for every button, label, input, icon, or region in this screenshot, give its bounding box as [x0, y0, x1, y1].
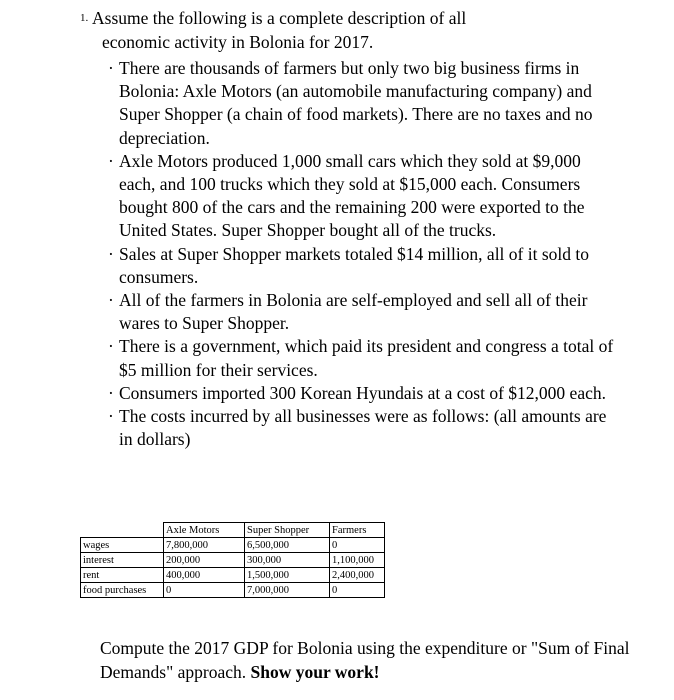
list-item-text: Consumers imported 300 Korean Hyundais at a cost of $12,000 each. — [119, 382, 606, 403]
row-label: interest — [81, 553, 164, 568]
column-header: Axle Motors — [164, 523, 245, 538]
task-emphasis: Show your work! — [250, 662, 380, 682]
list-item-text: There is a government, which paid its president and congress a total of $5 million for their services. — [119, 336, 614, 380]
question-intro — [92, 7, 612, 54]
table-cell: 0 — [164, 583, 245, 598]
table-row — [81, 568, 385, 583]
list-item — [100, 57, 620, 150]
bullet-glyph: · — [108, 336, 114, 357]
list-item — [100, 382, 620, 405]
task-text: Compute the 2017 GDP for Bolonia using the expenditure or "Sum of Final Demands" approach. — [100, 638, 630, 682]
row-label: wages — [81, 538, 164, 553]
list-item-text: Sales at Super Shopper markets totaled $14 million, all of it sold to consumers. — [119, 243, 590, 287]
table-corner — [81, 523, 164, 538]
row-label: rent — [81, 568, 164, 583]
table-cell: 6,500,000 — [245, 538, 330, 553]
table-cell: 400,000 — [164, 568, 245, 583]
table-cell: 7,800,000 — [164, 538, 245, 553]
table-row — [81, 538, 385, 553]
bullet-glyph: · — [108, 150, 114, 171]
table-row — [81, 583, 385, 598]
table-cell: 1,100,000 — [330, 553, 385, 568]
table-cell: 0 — [330, 583, 385, 598]
list-item-text: The costs incurred by all businesses were as follows: (all amounts are in dollars) — [119, 406, 607, 450]
list-item-text: Axle Motors produced 1,000 small cars which they sold at $9,000 each, and 100 trucks which they sold at $15,000 each. Consumers bought 800 of the cars and the remaining 200 were exported to the United States. Super Shopper bought all of the trucks. — [119, 150, 585, 241]
list-item — [100, 289, 620, 335]
bullet-glyph: · — [108, 382, 114, 403]
table-header-row — [81, 523, 385, 538]
list-item-text: There are thousands of farmers but only two big business firms in Bolonia: Axle Motors (an automobile manufacturing company) and Super Shopper (a chain of food markets). There are no taxes and no depreciation. — [119, 58, 593, 148]
table-row — [81, 553, 385, 568]
table-cell: 2,400,000 — [330, 568, 385, 583]
list-item — [100, 243, 620, 289]
bullet-glyph: · — [108, 58, 114, 78]
fact-list — [100, 57, 620, 451]
question-number: 1. — [80, 12, 89, 24]
bullet-glyph: · — [108, 290, 114, 311]
list-item — [100, 405, 620, 451]
table-cell: 300,000 — [245, 553, 330, 568]
table-cell: 200,000 — [164, 553, 245, 568]
list-item — [100, 150, 620, 243]
row-label: food purchases — [81, 583, 164, 598]
column-header: Super Shopper — [245, 523, 330, 538]
table-cell: 1,500,000 — [245, 568, 330, 583]
intro-line-2: economic activity in Bolonia for 2017. — [102, 31, 374, 52]
list-item — [100, 335, 620, 381]
bullet-glyph: · — [108, 406, 114, 427]
intro-line-1: Assume the following is a complete description of all — [92, 8, 467, 28]
bullet-glyph: · — [108, 243, 114, 264]
table-cell: 0 — [330, 538, 385, 553]
table-cell: 7,000,000 — [245, 583, 330, 598]
column-header: Farmers — [330, 523, 385, 538]
task-instruction — [100, 636, 640, 684]
list-item-text: All of the farmers in Bolonia are self-employed and sell all of their wares to Super Shopper. — [119, 290, 588, 334]
cost-table — [80, 522, 385, 598]
